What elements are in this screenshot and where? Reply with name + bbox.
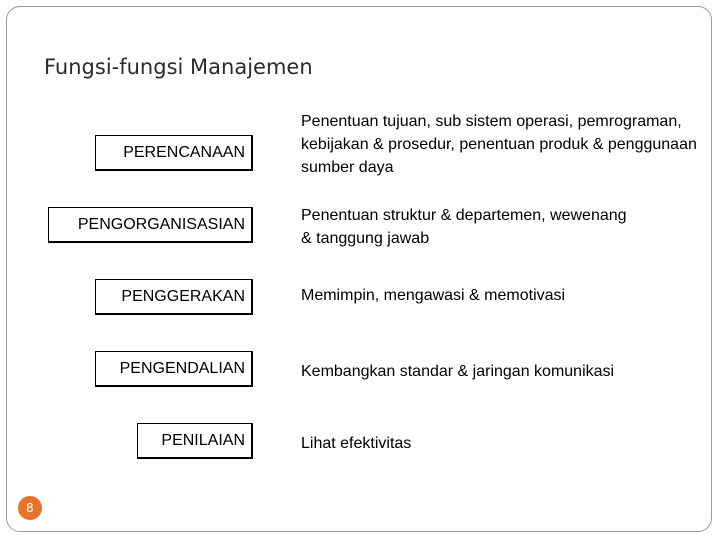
page-number-badge: 8	[18, 496, 42, 520]
function-description-perencanaan: Penentuan tujuan, sub sistem operasi, pemrograman, kebijakan & prosedur, penentuan produk & penggunaan sumber daya	[301, 113, 697, 176]
function-box-pengendalian: PENGENDALIAN	[95, 351, 253, 387]
function-box-pengorganisasian: PENGORGANISASIAN	[48, 207, 253, 243]
slide-title: Fungsi-fungsi Manajemen	[44, 55, 313, 79]
function-description-pengendalian: Kembangkan standar & jaringan komunikasi	[301, 363, 615, 380]
function-description-pengorganisasian: Penentuan struktur & departemen, wewenang & tanggung jawab	[301, 207, 627, 247]
function-box-penggerakan: PENGGERAKAN	[95, 279, 253, 315]
function-box-penilaian: PENILAIAN	[137, 423, 253, 459]
function-box-perencanaan: PERENCANAAN	[95, 135, 253, 171]
function-description-penilaian: Lihat efektivitas	[301, 435, 412, 452]
function-description-penggerakan: Memimpin, mengawasi & memotivasi	[301, 287, 566, 304]
